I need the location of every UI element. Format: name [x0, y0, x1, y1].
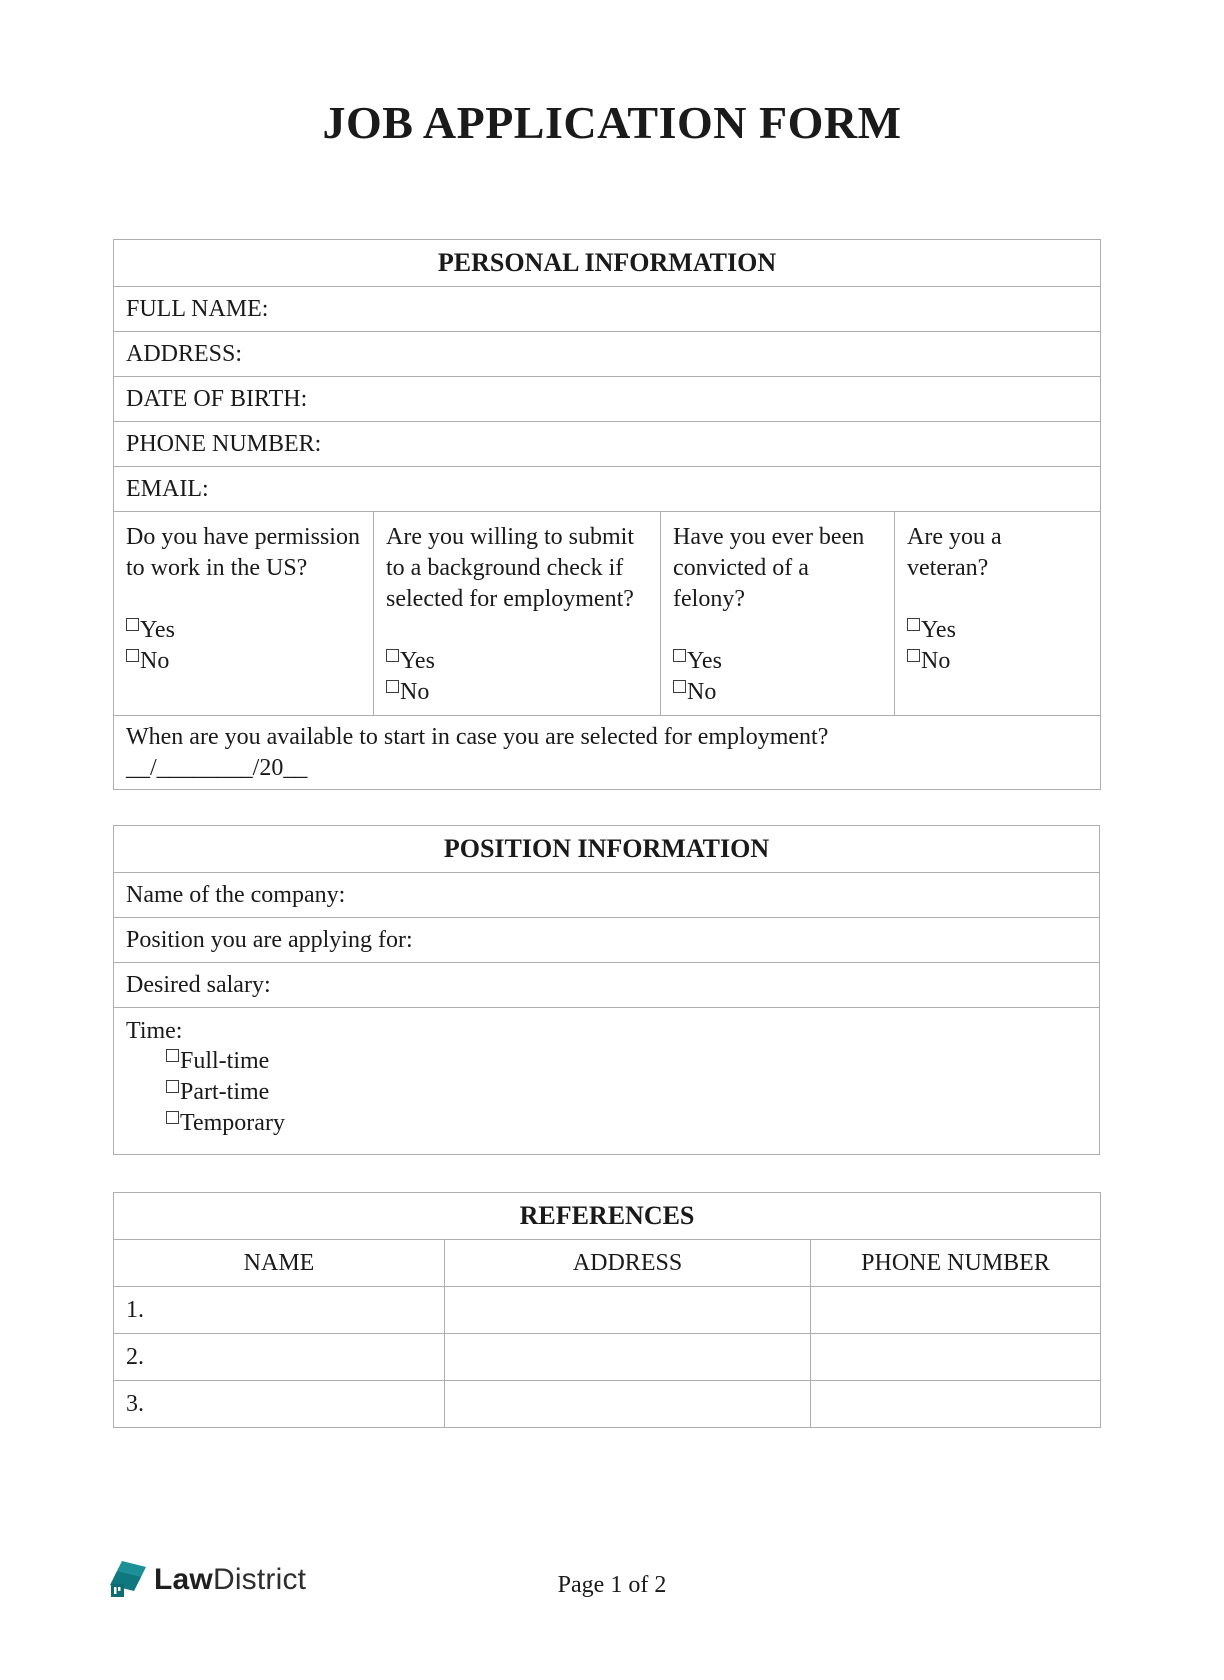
- option-label: Full-time: [180, 1048, 270, 1074]
- question-work-permission: [114, 512, 374, 716]
- option-label: No: [687, 679, 717, 705]
- option-label: No: [921, 648, 951, 674]
- reference-address-cell[interactable]: [445, 1381, 811, 1428]
- logo-text-law: Law: [154, 1563, 213, 1596]
- option-label: Yes: [921, 617, 956, 643]
- reference-number: 3.: [114, 1381, 445, 1428]
- field-date-of-birth: DATE OF BIRTH:: [114, 377, 1101, 422]
- reference-number: 2.: [114, 1334, 445, 1381]
- reference-address-cell[interactable]: [445, 1287, 811, 1334]
- option-yes[interactable]: [386, 646, 648, 677]
- reference-number: 1.: [114, 1287, 445, 1334]
- field-phone-number: PHONE NUMBER:: [114, 422, 1101, 467]
- question-background-check: [374, 512, 661, 716]
- table-row: [114, 1334, 1101, 1381]
- checkbox-icon[interactable]: [166, 1049, 179, 1062]
- personal-information-header: PERSONAL INFORMATION: [114, 240, 1101, 287]
- availability-date-line[interactable]: __/________/20__: [126, 754, 308, 781]
- option-no[interactable]: [673, 677, 882, 708]
- question-text: Do you have permission to work in the US?: [126, 524, 360, 581]
- references-header: REFERENCES: [114, 1193, 1101, 1240]
- checkbox-icon[interactable]: [673, 680, 686, 693]
- field-company-name: Name of the company:: [114, 873, 1100, 918]
- references-table: [113, 1192, 1101, 1428]
- option-no[interactable]: [907, 646, 1088, 677]
- personal-information-table: [113, 239, 1101, 790]
- checkbox-icon[interactable]: [166, 1080, 179, 1093]
- checkbox-icon[interactable]: [166, 1111, 179, 1124]
- option-full-time[interactable]: [166, 1046, 1087, 1077]
- page-title: JOB APPLICATION FORM: [322, 97, 902, 148]
- page-footer: [0, 1558, 1224, 1618]
- option-label: Yes: [687, 648, 722, 674]
- references-col-name: NAME: [114, 1240, 445, 1287]
- availability-cell: [114, 716, 1101, 790]
- checkbox-icon[interactable]: [126, 618, 139, 631]
- checkbox-icon[interactable]: [907, 649, 920, 662]
- availability-question: When are you available to start in case you are selected for employment?: [126, 723, 829, 750]
- time-cell: [114, 1008, 1100, 1155]
- field-email: EMAIL:: [114, 467, 1101, 512]
- checkbox-icon[interactable]: [126, 649, 139, 662]
- option-yes[interactable]: [126, 615, 361, 646]
- reference-phone-cell[interactable]: [811, 1287, 1101, 1334]
- references-col-phone: PHONE NUMBER: [811, 1240, 1101, 1287]
- question-text: Have you ever been convicted of a felony?: [673, 524, 865, 612]
- question-text: Are you a veteran?: [907, 524, 1002, 581]
- option-label: Yes: [400, 648, 435, 674]
- field-position: Position you are applying for:: [114, 918, 1100, 963]
- option-label: No: [400, 679, 430, 705]
- option-part-time[interactable]: [166, 1077, 1087, 1108]
- option-label: No: [140, 648, 170, 674]
- option-yes[interactable]: [907, 615, 1088, 646]
- option-label: Temporary: [180, 1110, 285, 1136]
- checkbox-icon[interactable]: [386, 680, 399, 693]
- logo-text-district: District: [212, 1563, 307, 1596]
- table-row: [114, 1287, 1101, 1334]
- question-felony: [661, 512, 895, 716]
- table-row: [114, 1381, 1101, 1428]
- option-yes[interactable]: [673, 646, 882, 677]
- field-desired-salary: Desired salary:: [114, 963, 1100, 1008]
- option-no[interactable]: [386, 677, 648, 708]
- reference-phone-cell[interactable]: [811, 1334, 1101, 1381]
- position-information-header: POSITION INFORMATION: [114, 826, 1100, 873]
- reference-address-cell[interactable]: [445, 1334, 811, 1381]
- option-label: Part-time: [180, 1079, 270, 1105]
- position-information-table: [113, 825, 1100, 1155]
- checkbox-icon[interactable]: [673, 649, 686, 662]
- question-veteran: [895, 512, 1101, 716]
- checkbox-icon[interactable]: [386, 649, 399, 662]
- field-address: ADDRESS:: [114, 332, 1101, 377]
- option-no[interactable]: [126, 646, 361, 677]
- time-label: Time:: [126, 1018, 183, 1044]
- checkbox-icon[interactable]: [907, 618, 920, 631]
- reference-phone-cell[interactable]: [811, 1381, 1101, 1428]
- references-col-address: ADDRESS: [445, 1240, 811, 1287]
- option-label: Yes: [140, 617, 175, 643]
- question-text: Are you willing to submit to a background check if selected for employment?: [386, 524, 634, 612]
- field-full-name: FULL NAME:: [114, 287, 1101, 332]
- option-temporary[interactable]: [166, 1108, 1087, 1139]
- page-number: Page 1 of 2: [557, 1572, 667, 1598]
